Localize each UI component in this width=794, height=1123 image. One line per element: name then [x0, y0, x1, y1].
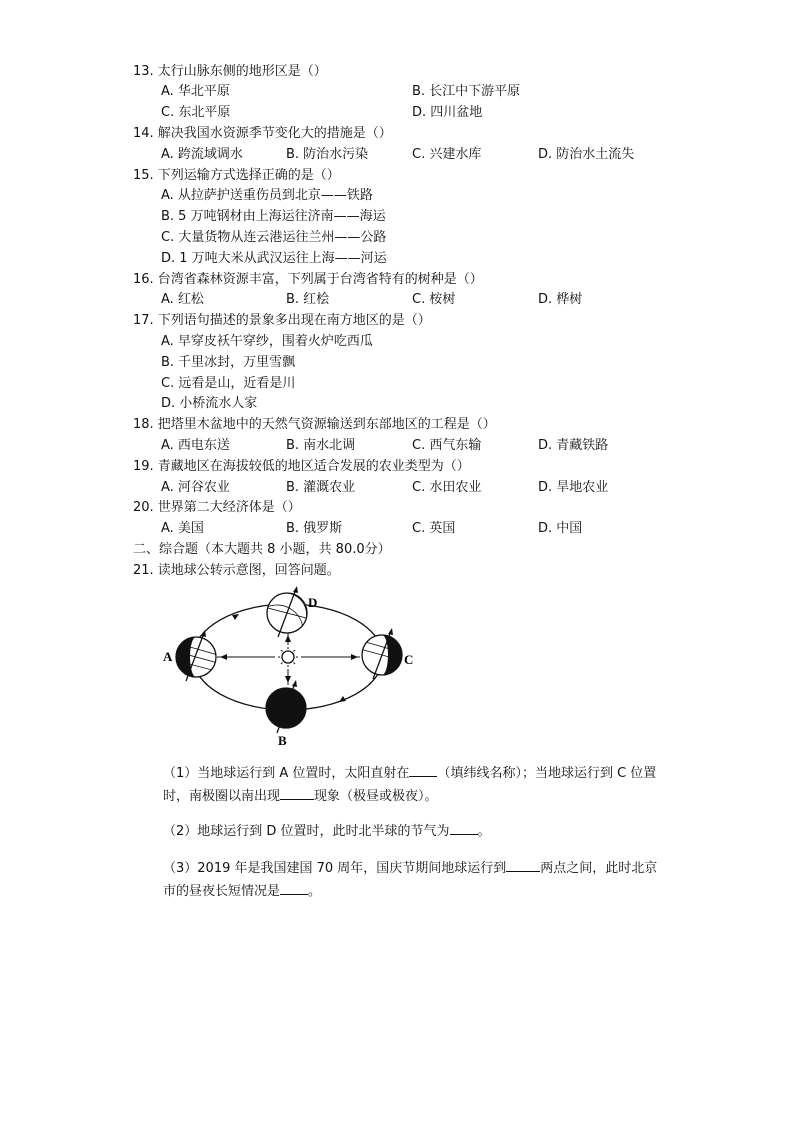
- option-20-b: B. 俄罗斯: [286, 521, 343, 536]
- answer-blank[interactable]: [409, 762, 437, 777]
- question-14-stem: 14. 解决我国水资源季节变化大的措施是（）: [133, 126, 392, 141]
- option-15-b: B. 5 万吨钢材由上海运往济南——海运: [161, 209, 386, 224]
- earth-position-a: [174, 630, 218, 681]
- answer-blank[interactable]: [506, 857, 540, 872]
- question-19-stem: 19. 青藏地区在海拔较低的地区适合发展的农业类型为（）: [133, 459, 470, 474]
- sub1-text-a: （1）当地球运行到 A 位置时，太阳直射在: [163, 766, 410, 781]
- option-16-c: C. 桉树: [412, 292, 456, 307]
- answer-blank[interactable]: [280, 880, 308, 895]
- sub3-text-c: 。: [308, 884, 322, 899]
- option-20-c: C. 英国: [412, 521, 456, 536]
- option-14-c: C. 兴建水库: [412, 147, 482, 162]
- option-17-c: C. 远看是山，近看是川: [161, 376, 296, 391]
- sub3-text-b: 两点之间，此时北京市的昼夜长短情况是: [163, 861, 658, 899]
- option-19-c: C. 水田农业: [412, 480, 482, 495]
- option-16-b: B. 红桧: [286, 292, 330, 307]
- earth-position-d: [264, 586, 310, 637]
- option-18-d: D. 青藏铁路: [538, 438, 609, 453]
- option-13-a: A. 华北平原: [161, 84, 230, 99]
- earth-orbit-diagram: [160, 585, 420, 750]
- label-b: B: [278, 733, 287, 748]
- option-17-a: A. 早穿皮袄午穿纱，围着火炉吃西瓜: [161, 334, 373, 349]
- option-13-c: C. 东北平原: [161, 105, 231, 120]
- sub-question-1: [163, 762, 663, 808]
- option-15-c: C. 大量货物从连云港运往兰州——公路: [161, 230, 387, 245]
- earth-position-c: [360, 628, 404, 679]
- sub-question-3: [163, 857, 663, 903]
- answer-blank[interactable]: [280, 785, 314, 800]
- question-15-stem: 15. 下列运输方式选择正确的是（）: [133, 168, 340, 183]
- sun-icon: [278, 647, 298, 667]
- label-c: C: [404, 652, 414, 667]
- sub1-text-c: 现象（极昼或极夜）。: [314, 789, 438, 804]
- option-15-a: A. 从拉萨护送重伤员到北京——铁路: [161, 188, 373, 203]
- earth-position-b: [266, 680, 306, 733]
- option-20-d: D. 中国: [538, 521, 583, 536]
- question-17-stem: 17. 下列语句描述的景象多出现在南方地区的是（）: [133, 313, 431, 328]
- option-18-a: A. 西电东送: [161, 438, 230, 453]
- sub3-text-a: （3）2019 年是我国建国 70 周年，国庆节期间地球运行到: [163, 861, 507, 876]
- option-14-a: A. 跨流域调水: [161, 147, 243, 162]
- option-19-d: D. 旱地农业: [538, 480, 609, 495]
- option-14-b: B. 防治水污染: [286, 147, 369, 162]
- question-21-stem: 21. 读地球公转示意图，回答问题。: [133, 563, 340, 578]
- question-18-stem: 18. 把塔里木盆地中的天然气资源输送到东部地区的工程是（）: [133, 417, 496, 432]
- sub2-text-a: （2）地球运行到 D 位置时，此时北半球的节气为: [163, 824, 450, 839]
- option-13-b: B. 长江中下游平原: [412, 84, 521, 99]
- question-20-stem: 20. 世界第二大经济体是（）: [133, 500, 301, 515]
- option-19-b: B. 灌溉农业: [286, 480, 356, 495]
- option-13-d: D. 四川盆地: [412, 105, 483, 120]
- option-18-c: C. 西气东输: [412, 438, 482, 453]
- question-13-stem: 13. 太行山脉东侧的地形区是（）: [133, 64, 327, 79]
- question-16-stem: 16. 台湾省森林资源丰富，下列属于台湾省特有的树种是（）: [133, 272, 483, 287]
- option-16-a: A. 红松: [161, 292, 204, 307]
- option-17-d: D. 小桥流水人家: [161, 396, 258, 411]
- sub2-text-b: 。: [477, 824, 491, 839]
- orbit-arrow-icon: [232, 614, 239, 620]
- sub-question-2: [163, 820, 663, 843]
- answer-blank[interactable]: [450, 820, 478, 835]
- option-16-d: D. 桦树: [538, 292, 583, 307]
- label-d: D: [308, 595, 318, 610]
- label-a: A: [163, 649, 173, 664]
- section-title: 二、综合题（本大题共 8 小题，共 80.0分）: [133, 542, 391, 557]
- option-20-a: A. 美国: [161, 521, 204, 536]
- option-15-d: D. 1 万吨大米从武汉运往上海——河运: [161, 251, 387, 266]
- sub1-text-b: （填纬线名称）；当地球运行到 C 位置时，南极圈以南出现: [163, 766, 657, 804]
- option-17-b: B. 千里冰封，万里雪飘: [161, 355, 296, 370]
- option-19-a: A. 河谷农业: [161, 480, 230, 495]
- option-14-d: D. 防治水土流失: [538, 147, 635, 162]
- option-18-b: B. 南水北调: [286, 438, 356, 453]
